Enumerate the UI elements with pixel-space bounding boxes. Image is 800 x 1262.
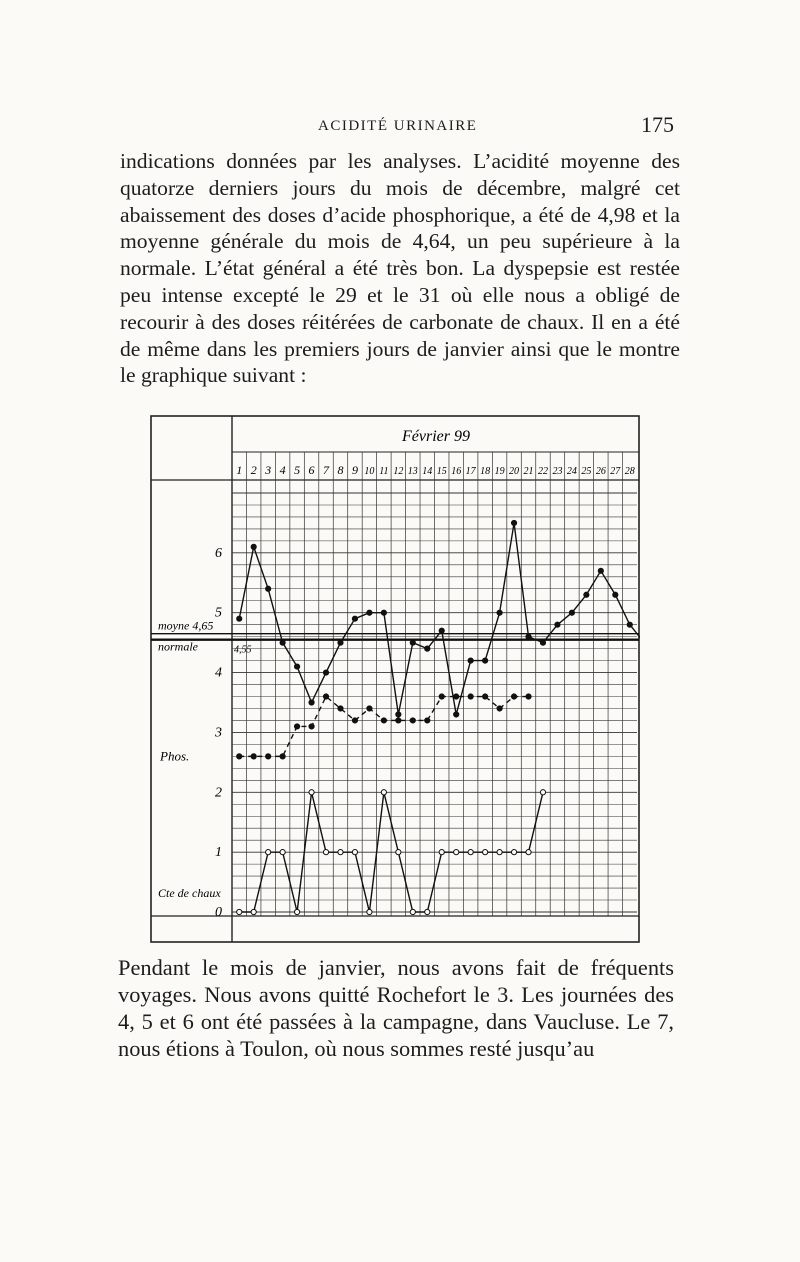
- data-point: [237, 616, 242, 621]
- page-header: [0, 112, 800, 142]
- x-tick-label: 13: [407, 466, 418, 477]
- phosphore-label: Phos.: [160, 748, 190, 764]
- data-point: [483, 850, 488, 855]
- y-tick-label: 3: [215, 725, 222, 741]
- data-point: [338, 850, 343, 855]
- data-point: [468, 658, 473, 663]
- x-tick-label: 25: [581, 466, 592, 477]
- data-point: [540, 640, 545, 645]
- normale-value-label: 4,55: [234, 644, 252, 656]
- data-point: [266, 586, 271, 591]
- data-point: [468, 694, 473, 699]
- data-point: [367, 706, 372, 711]
- x-tick-label: 2: [250, 463, 257, 477]
- x-tick-label: 18: [480, 466, 491, 477]
- normale-label: normale: [158, 639, 198, 654]
- data-point: [497, 706, 502, 711]
- data-point: [323, 850, 328, 855]
- acidity-chart: [150, 415, 640, 943]
- x-tick-label: 12: [393, 466, 404, 477]
- data-point: [439, 694, 444, 699]
- data-point: [280, 640, 285, 645]
- data-point: [352, 850, 357, 855]
- data-point: [497, 610, 502, 615]
- x-tick-label: 16: [451, 466, 462, 477]
- data-point: [323, 694, 328, 699]
- y-tick-label: 6: [215, 545, 222, 561]
- data-point: [367, 909, 372, 914]
- series-line-1: [239, 697, 528, 757]
- x-tick-label: 11: [379, 466, 389, 477]
- data-point: [526, 634, 531, 639]
- data-point: [396, 718, 401, 723]
- data-point: [439, 628, 444, 633]
- data-point: [483, 694, 488, 699]
- moyenne-label: moyne 4,65: [158, 618, 214, 633]
- x-tick-label: 23: [552, 466, 563, 477]
- data-point: [309, 724, 314, 729]
- data-point: [294, 664, 299, 669]
- y-tick-label: 2: [215, 785, 222, 801]
- body-paragraph-2: Pendant le mois de janvier, nous avons fait de fréquents voyages. Nous avons quitté Rochefort le 3. Les journées des 4, 5 et 6 ont été passées à la campagne, dans Vaucluse. Le 7, nous étions à Toulon, où nous sommes resté jusqu’au: [118, 955, 674, 1061]
- data-point: [381, 790, 386, 795]
- data-point: [352, 616, 357, 621]
- data-point: [613, 592, 618, 597]
- data-point: [266, 754, 271, 759]
- data-point: [396, 712, 401, 717]
- data-point: [266, 850, 271, 855]
- data-point: [425, 646, 430, 651]
- chart-title: Février 99: [402, 428, 470, 445]
- data-point: [381, 610, 386, 615]
- data-point: [410, 909, 415, 914]
- data-point: [454, 712, 459, 717]
- data-point: [280, 754, 285, 759]
- x-tick-label: 6: [308, 463, 315, 477]
- data-point: [454, 694, 459, 699]
- x-tick-label: 15: [436, 466, 447, 477]
- data-point: [251, 544, 256, 549]
- data-point: [338, 640, 343, 645]
- chart-frame: [151, 416, 639, 942]
- x-tick-label: 17: [465, 466, 476, 477]
- running-title: ACIDITÉ URINAIRE: [318, 118, 478, 134]
- data-point: [425, 909, 430, 914]
- x-tick-label: 26: [595, 466, 606, 477]
- x-tick-label: 1: [236, 463, 243, 477]
- x-tick-label: 8: [337, 463, 344, 477]
- x-tick-label: 9: [351, 463, 358, 477]
- data-point: [338, 706, 343, 711]
- data-point: [468, 850, 473, 855]
- data-point: [381, 718, 386, 723]
- chart-series: [237, 520, 640, 914]
- data-point: [309, 700, 314, 705]
- data-point: [323, 670, 328, 675]
- data-point: [294, 909, 299, 914]
- x-tick-label: 24: [566, 466, 577, 477]
- data-point: [410, 640, 415, 645]
- y-tick-label: 5: [215, 605, 222, 621]
- data-point: [584, 592, 589, 597]
- data-point: [280, 850, 285, 855]
- y-tick-label: 1: [215, 845, 222, 861]
- data-point: [410, 718, 415, 723]
- data-point: [309, 790, 314, 795]
- x-tick-label: 27: [610, 466, 621, 477]
- data-point: [237, 909, 242, 914]
- x-tick-label: 19: [494, 466, 505, 477]
- x-tick-label: 28: [624, 466, 635, 477]
- data-point: [425, 718, 430, 723]
- data-point: [627, 622, 632, 627]
- series-line-0: [239, 523, 640, 715]
- data-point: [511, 694, 516, 699]
- data-point: [526, 694, 531, 699]
- data-point: [294, 724, 299, 729]
- y-tick-label: 0: [215, 905, 222, 920]
- data-point: [483, 658, 488, 663]
- y-tick-label: 4: [215, 665, 222, 681]
- x-tick-label: 14: [422, 466, 433, 477]
- x-tick-label: 21: [523, 466, 534, 477]
- data-point: [454, 850, 459, 855]
- body-paragraph-1: indications données par les analyses. L’acidité moyenne des quatorze derniers jours du mois de décembre, malgré cet abaissement des doses d’acide phosphorique, a été de 4,98 et la moyenne générale du mois de 4,64, un peu supérieure à la normale. L’état général a été très bon. La dyspepsie est restée peu intense excepté le 29 et le 31 où elle nous a obligé de recourir à des doses réitérées de carbonate de chaux. Il en a été de même dans les premiers jours de janvier ainsi que le montre le graphique suivant :: [120, 149, 680, 388]
- data-point: [555, 622, 560, 627]
- x-tick-label: 20: [509, 466, 520, 477]
- chart-grid: [151, 416, 639, 942]
- data-point: [367, 610, 372, 615]
- data-point: [511, 520, 516, 525]
- chaux-label: Cte de chaux: [158, 886, 221, 901]
- x-tick-label: 4: [279, 463, 286, 477]
- data-point: [569, 610, 574, 615]
- data-point: [540, 790, 545, 795]
- data-point: [526, 850, 531, 855]
- data-point: [237, 754, 242, 759]
- x-tick-label: 22: [537, 466, 548, 477]
- data-point: [352, 718, 357, 723]
- x-tick-label: 10: [364, 466, 375, 477]
- data-point: [511, 850, 516, 855]
- x-tick-label: 3: [265, 463, 272, 477]
- page-number: 175: [641, 112, 674, 137]
- data-point: [439, 850, 444, 855]
- x-tick-label: 7: [323, 463, 330, 477]
- data-point: [598, 568, 603, 573]
- data-point: [251, 754, 256, 759]
- data-point: [251, 909, 256, 914]
- x-tick-label: 5: [294, 463, 301, 477]
- data-point: [497, 850, 502, 855]
- data-point: [396, 850, 401, 855]
